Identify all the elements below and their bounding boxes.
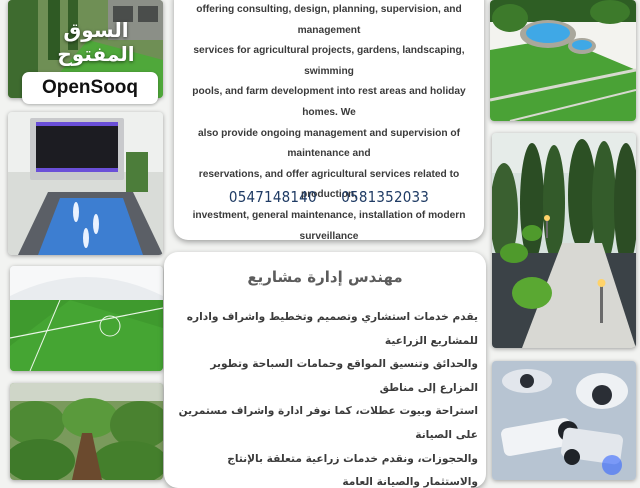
phone-numbers: [174, 188, 484, 206]
arabic-description: [170, 306, 478, 488]
arabic-line: والحدائق وتنسيق المواقع وحمامات السباحة وتطوير المزارع إلى مناطق: [210, 358, 478, 394]
football-field-photo: [10, 266, 163, 371]
english-line: services for agricultural projects, gardens, landscaping, swimming: [193, 45, 465, 77]
english-line: offering consulting, design, planning, supervision, and management: [196, 4, 462, 36]
english-line: investment, general maintenance, installation of modern surveillance: [192, 209, 466, 240]
arabic-line: يقدم خدمات استشاري وتصميم وتخطيط واشراف واداره للمشاريع الزراعية: [186, 311, 478, 347]
fountain-photo: [8, 112, 163, 255]
english-line: reservations, and offer agricultural services related to production,: [198, 168, 460, 201]
arabic-line: والحجوزات، ونقدم خدمات زراعية متعلقة بالإنتاج والاستثمار والصيانة العامة: [227, 452, 478, 488]
opensooq-logo[interactable]: [22, 18, 172, 104]
arabic-line: استراحة وبيوت عطلات، كما نوفر ادارة واشراف مستمرين على الصيانة: [178, 405, 478, 441]
logo-arabic-text: السوق المفتوح: [57, 18, 135, 66]
logo-english-text: OpenSooq: [22, 72, 158, 104]
surveillance-cameras-photo: [492, 361, 636, 480]
english-line: pools, and farm development into rest areas and holiday homes. We: [192, 86, 466, 118]
phone-number-2[interactable]: 0581352033: [341, 188, 430, 206]
phone-number-1[interactable]: 0547148140: [228, 188, 317, 206]
arabic-description-panel: [164, 252, 486, 488]
english-description-panel: [174, 0, 484, 240]
tree-lined-path-photo: [492, 133, 636, 348]
plants-photo: [10, 383, 163, 480]
english-line: also provide ongoing management and supervision of maintenance and: [197, 127, 461, 160]
pool-garden-photo: [490, 0, 636, 121]
arabic-title: مهندس إدارة مشاريع: [247, 268, 403, 286]
